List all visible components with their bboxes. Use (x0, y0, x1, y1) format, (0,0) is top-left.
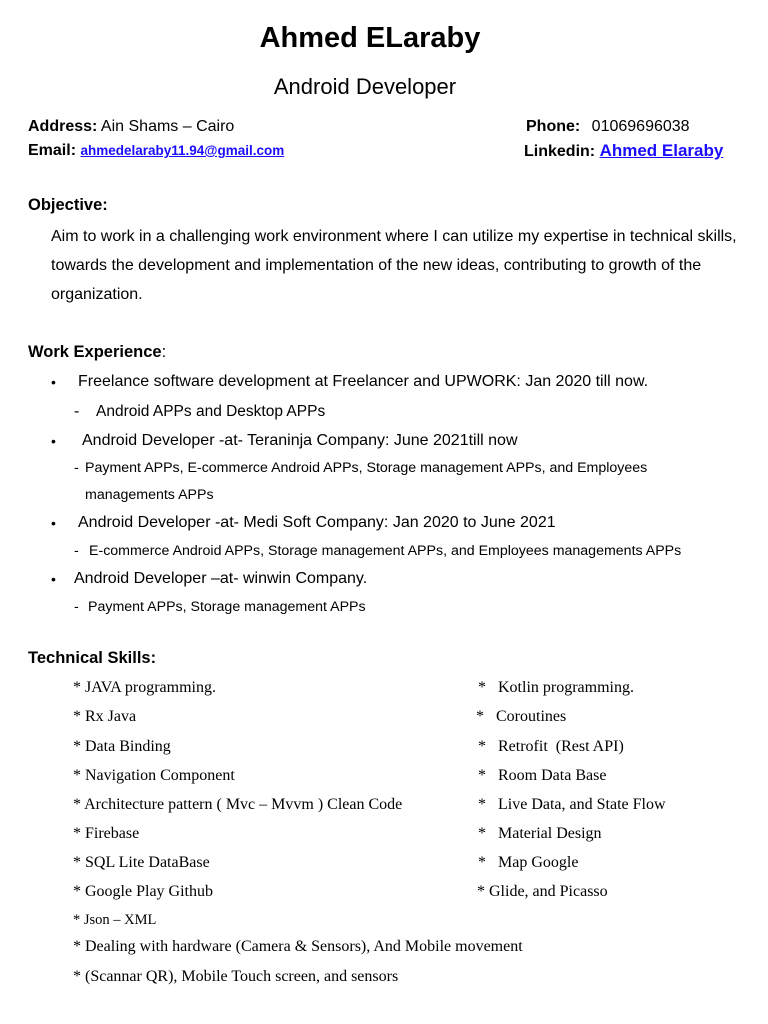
linkedin-line (524, 141, 723, 161)
skill-item: * (Scannar QR), Mobile Touch screen, and sensors (73, 968, 399, 985)
skill-item: * Kotlin programming. (478, 679, 634, 696)
work-item-title: Freelance software development at Freelancer and UPWORK: Jan 2020 till now. (78, 373, 649, 390)
phone-value: 01069696038 (591, 118, 690, 135)
linkedin-link[interactable]: Ahmed Elaraby (599, 141, 724, 160)
objective-line: towards the development and implementation of the new ideas, contributing to growth of the (51, 257, 702, 274)
skill-item: * Firebase (73, 825, 140, 842)
skill-item: * Navigation Component (73, 767, 235, 784)
address-label: Address: (28, 118, 98, 135)
work-item-dash: - (74, 543, 79, 559)
skill-item: * SQL Lite DataBase (73, 854, 210, 871)
skill-item: * Dealing with hardware (Camera & Sensors), And Mobile movement (73, 938, 523, 955)
email-line (28, 142, 284, 160)
bullet-icon: • (51, 433, 56, 449)
phone-label: Phone: (526, 118, 581, 135)
objective-line: Aim to work in a challenging work environment where I can utilize my expertise in technical skills, (51, 228, 737, 245)
skill-item: * Data Binding (73, 738, 171, 755)
skill-item: * Rx Java (73, 708, 137, 725)
skill-item: * Coroutines (476, 708, 567, 725)
work-item-dash: - (74, 403, 80, 420)
work-heading-colon: : (161, 343, 167, 361)
work-item-detail: Payment APPs, Storage management APPs (88, 599, 366, 615)
skills-heading: Technical Skills: (28, 649, 157, 667)
email-label: Email: (28, 142, 77, 159)
skill-item: * Glide, and Picasso (477, 883, 608, 900)
bullet-icon: • (51, 374, 56, 390)
work-item-title: Android Developer -at- Medi Soft Company: Jan 2020 to June 2021 (78, 514, 556, 531)
work-item-title: Android Developer –at- winwin Company. (74, 570, 368, 587)
address-value: Ain Shams – Cairo (100, 118, 235, 135)
skill-item: * Architecture pattern ( Mvc – Mvvm ) Clean Code (73, 796, 403, 813)
linkedin-label: Linkedin: (524, 143, 596, 160)
job-title: Android Developer (273, 74, 457, 99)
skill-item: * Json – XML (73, 912, 157, 928)
address-line (28, 118, 234, 136)
phone-line (526, 118, 690, 136)
work-heading (28, 343, 166, 362)
bullet-icon: • (51, 515, 56, 531)
skill-item: * Retrofit (Rest API) (478, 738, 624, 755)
work-item-detail: Payment APPs, E-commerce Android APPs, Storage management APPs, and Employees (85, 460, 648, 476)
skill-item: * Room Data Base (478, 767, 607, 784)
work-item-detail: managements APPs (85, 487, 214, 503)
work-heading-text: Work Experience (28, 343, 162, 361)
work-item-dash: - (74, 460, 79, 476)
skill-item: * JAVA programming. (73, 679, 216, 696)
skill-item: * Material Design (478, 825, 602, 842)
objective-line: organization. (51, 286, 143, 303)
work-item-detail: Android APPs and Desktop APPs (96, 403, 326, 420)
objective-heading: Objective: (28, 196, 108, 214)
skill-item: * Live Data, and State Flow (478, 796, 666, 813)
email-link[interactable]: ahmedelaraby11.94@gmail.com (80, 143, 285, 158)
work-item-title: Android Developer -at- Teraninja Company: June 2021till now (82, 432, 518, 449)
work-item-detail: E-commerce Android APPs, Storage management APPs, and Employees managements APPs (89, 543, 682, 559)
skill-item: * Google Play Github (73, 883, 213, 900)
work-item-dash: - (74, 599, 79, 615)
bullet-icon: • (51, 571, 56, 587)
skill-item: * Map Google (478, 854, 579, 871)
objective-text (51, 222, 761, 309)
candidate-name: Ahmed ELaraby (259, 22, 481, 54)
